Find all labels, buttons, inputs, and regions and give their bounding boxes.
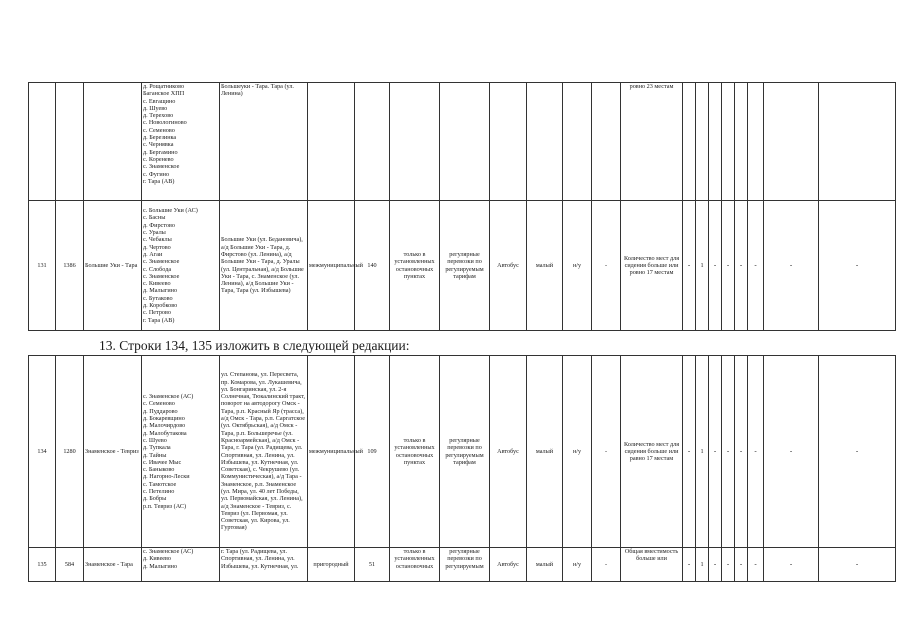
count-cell: 1 xyxy=(696,356,709,548)
reg-number-cell: 584 xyxy=(56,548,84,582)
dash-cell: - xyxy=(592,201,621,331)
stop-order-cell: только в установленных остановочных пунктах xyxy=(390,356,440,548)
dash-cell: - xyxy=(764,201,819,331)
streets-cell: ул. Степанова, ул. Пересвета, пр. Комарова, ул. Лукашевича, ул. Бонгаринская, ул. 2-я Солнечная, Тюкалинский тракт, поворот на автодорогу Омск - Тара, р.п. Красный Яр (трасса), а/д Омск - Тара, р.п. Саргатское (ул. Октябрьская), а/д Омск - Тара, р.п. Большеречье (ул. Красноармейская), а/д Омск - Тара, г. Тара (ул. Радищева, ул. Спортивная, ул. Ленина, ул. Избышева, ул. Кутнечная, ул. Советская), с. Чекрушево (ул. Коммунистическая), а/д Тара - Знаменское, р.п. Знаменское (ул. Мира, ул. 40 лет Победы, ул. Первомайская, ул. Ленина), а/д Знаменское - Тевриз, с. Тевриз (ул. Первомая, ул. Советская, ул. Кирова, ул. Гуртовая) xyxy=(220,356,308,548)
dash-cell: - xyxy=(764,548,819,582)
empty-cell xyxy=(735,83,748,201)
notes-cell: ровно 23 местам xyxy=(621,83,683,201)
count-cell xyxy=(683,83,696,201)
reg-number-cell: 1280 xyxy=(56,356,84,548)
tariff-cell: регулярные перевозки по регулируемым тарифам xyxy=(440,201,490,331)
dash-cell: - xyxy=(735,356,748,548)
eco-cell xyxy=(563,83,592,201)
length-cell: 51 xyxy=(355,548,390,582)
class-cell xyxy=(527,83,563,201)
dash-cell: - xyxy=(819,548,896,582)
dash-cell: - xyxy=(709,356,722,548)
notes-cell: Количество мест для сидения больше или ровно 17 местам xyxy=(621,201,683,331)
dash-cell: - xyxy=(735,201,748,331)
notes-cell: Общая вместимость больше или xyxy=(621,548,683,582)
route-name-cell: Знаменское - Тара xyxy=(84,548,142,582)
dash-cell: - xyxy=(592,548,621,582)
notes-cell: Количество мест для сидения больше или равно 17 местам xyxy=(621,356,683,548)
stop-order-cell: только в установленных остановочных xyxy=(390,548,440,582)
stops-cell: д. Рощатниково Баганское ХПП с. Евгащино д. Шуево д. Терехово с. Новологиново с. Семеново д. Березинка с. Чернявка д. Бергамино с. Коренево с. Знаменское с. Фугино г. Тара (АВ) xyxy=(142,83,220,201)
streets-cell: Большие Уки (ул. Бедановича), а/д Большие Уки - Тара, д. Фирстово (ул. Ленина), а/д Большие Уки - Тара, д. Уралы (ул. Центральная), а/д Большие Уки - Тара, с. Знаменское (ул. Ленина), а/д Большие Уки - Тара, Тара (ул. Избышева) xyxy=(220,201,308,331)
table-row xyxy=(29,356,896,548)
dash-cell: - xyxy=(819,356,896,548)
vehicle-cell: Автобус xyxy=(490,356,527,548)
dash-cell: - xyxy=(722,201,735,331)
stops-cell: с. Большие Уки (АС) с. Басны д. Фирстово с. Уралы с. Чебаклы д. Чертово д. Агаи с. Знаменское с. Слобода с. Знаменское с. Кивеево д. Малыгино с. Бутаково д. Коробково с. Петрово г. Тара (АВ) xyxy=(142,201,220,331)
count-cell: 1 xyxy=(696,201,709,331)
empty-cell xyxy=(819,83,896,201)
length-cell: 140 xyxy=(355,201,390,331)
dash-cell: - xyxy=(764,356,819,548)
stops-cell: с. Знаменское (АС) д. Кивеево д. Малыгино xyxy=(142,548,220,582)
length-cell xyxy=(355,83,390,201)
empty-cell xyxy=(722,83,735,201)
section-heading: 13. Строки 134, 135 изложить в следующей редакции: xyxy=(99,338,410,353)
dash-cell: - xyxy=(748,548,764,582)
dash-cell: - xyxy=(683,356,696,548)
tariff-cell xyxy=(440,83,490,201)
streets-cell: Большеуки - Тара. Тара (ул. Ленина) xyxy=(220,83,308,201)
tariff-cell: регулярные перевозки по регулируемым тарифам xyxy=(440,356,490,548)
route-name-cell xyxy=(84,83,142,201)
dash-cell: - xyxy=(592,356,621,548)
reg-number-cell xyxy=(56,83,84,201)
vehicle-cell xyxy=(490,83,527,201)
table-row xyxy=(29,201,896,331)
route-name-cell: Знаменское - Тевриз xyxy=(84,356,142,548)
empty-cell xyxy=(696,83,709,201)
empty-cell xyxy=(748,83,764,201)
dash-cell: - xyxy=(748,356,764,548)
table-row xyxy=(29,83,896,201)
kind-cell: межмуниципальный xyxy=(308,356,355,548)
class-cell: малый xyxy=(527,201,563,331)
vehicle-cell: Автобус xyxy=(490,548,527,582)
route-name-cell: Большие Уки - Тара xyxy=(84,201,142,331)
dash-cell: - xyxy=(735,548,748,582)
kind-cell xyxy=(308,83,355,201)
reg-number-cell: 1386 xyxy=(56,201,84,331)
dash-cell: - xyxy=(683,548,696,582)
dash-cell: - xyxy=(709,548,722,582)
stop-order-cell: только в установленных остановочных пунктах xyxy=(390,201,440,331)
eco-cell: н/у xyxy=(563,548,592,582)
kind-cell: пригородный xyxy=(308,548,355,582)
tariff-cell: регулярные перевозки по регулируемым xyxy=(440,548,490,582)
dash-cell: - xyxy=(748,201,764,331)
row-number-cell xyxy=(29,83,56,201)
dash-cell: - xyxy=(722,548,735,582)
table-row xyxy=(29,548,896,582)
stop-order-cell xyxy=(390,83,440,201)
row-number-cell: 135 xyxy=(29,548,56,582)
dash-cell: - xyxy=(709,201,722,331)
stops-cell: с. Знаменское (АС) с. Семеново д. Пуддарово д. Бокаревщино д. Малочирдово д. Малобутакова с. Шуево д. Тупкала д. Тайны с. Ивачее Мыс с. Баныково д. Нагорно-Лески с. Тамотское с. Петелино д. Бобры р.п. Тевриз (АС) xyxy=(142,356,220,548)
row-number-cell: 134 xyxy=(29,356,56,548)
dash-cell: - xyxy=(722,356,735,548)
vehicle-cell: Автобус xyxy=(490,201,527,331)
dash-cell: - xyxy=(819,201,896,331)
kind-cell: межмуниципальный xyxy=(308,201,355,331)
dash-cell: - xyxy=(683,201,696,331)
eco-cell: н/у xyxy=(563,201,592,331)
route-table-bottom xyxy=(28,355,896,582)
row-number-cell: 131 xyxy=(29,201,56,331)
route-table-top xyxy=(28,82,896,331)
length-cell: 109 xyxy=(355,356,390,548)
class-cell: малый xyxy=(527,356,563,548)
empty-cell xyxy=(764,83,819,201)
class-cell: малый xyxy=(527,548,563,582)
eco-cell: н/у xyxy=(563,356,592,548)
empty-cell xyxy=(709,83,722,201)
count-cell: 1 xyxy=(696,548,709,582)
streets-cell: г. Тара (ул. Радищева, ул. Спортивная, ул. Ленина, ул. Избышева, ул. Кутнечная, ул. xyxy=(220,548,308,582)
dash-cell xyxy=(592,83,621,201)
